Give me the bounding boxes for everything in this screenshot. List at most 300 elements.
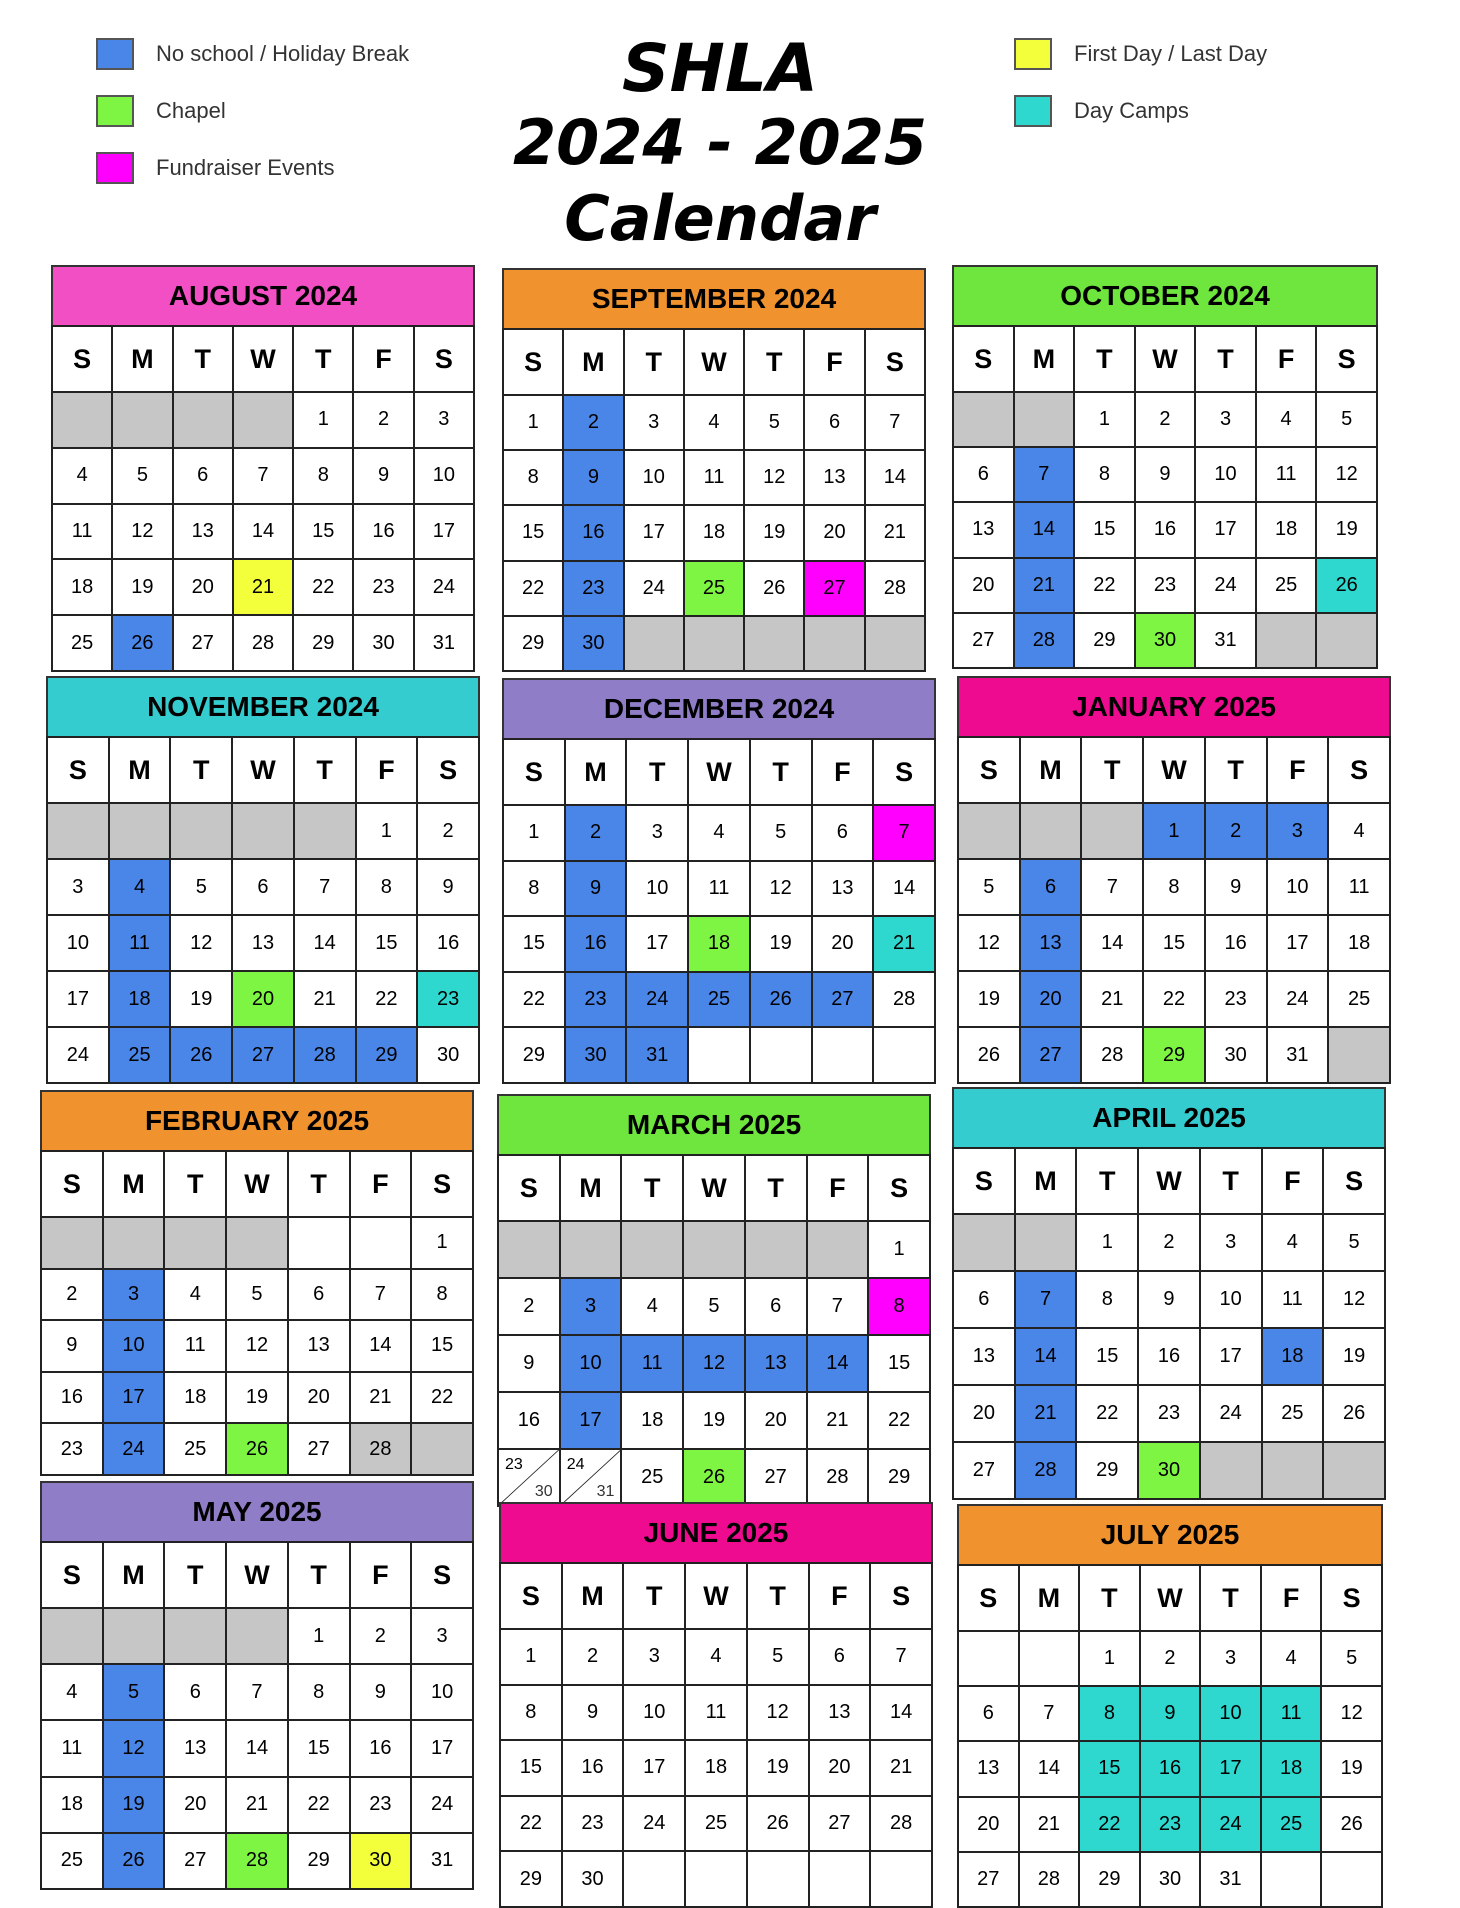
day-cell: 18 bbox=[109, 971, 171, 1027]
day-cell: 15 bbox=[1074, 502, 1135, 557]
day-cell: 10 bbox=[1200, 1686, 1261, 1741]
week-row bbox=[953, 447, 1377, 502]
day-cell: 31 bbox=[414, 615, 474, 671]
day-cell: 5 bbox=[683, 1278, 745, 1335]
day-cell: 28 bbox=[226, 1833, 288, 1889]
weekday-label: T bbox=[1200, 1148, 1262, 1214]
day-cell: 25 bbox=[1256, 558, 1317, 613]
day-cell: 8 bbox=[868, 1278, 930, 1335]
day-cell: 21 bbox=[807, 1392, 869, 1449]
day-cell: 7 bbox=[294, 859, 356, 915]
weekday-label: M bbox=[103, 1542, 165, 1608]
weekday-label: W bbox=[226, 1542, 288, 1608]
week-row bbox=[498, 1335, 930, 1392]
weekday-label: S bbox=[503, 329, 563, 395]
day-cell: 12 bbox=[958, 915, 1020, 971]
weekday-label: T bbox=[623, 1563, 685, 1629]
month-march-2025 bbox=[497, 1094, 931, 1500]
day-cell: 22 bbox=[1079, 1797, 1140, 1852]
day-cell: 12 bbox=[112, 504, 172, 560]
day-cell: 22 bbox=[288, 1777, 350, 1833]
title-years: 2024 - 2025 bbox=[512, 106, 928, 179]
day-cell: 17 bbox=[1195, 502, 1256, 557]
weekday-label: W bbox=[683, 1155, 745, 1221]
day-cell: 8 bbox=[293, 448, 353, 504]
week-row bbox=[958, 803, 1390, 859]
split-day-cell bbox=[560, 1449, 622, 1506]
day-cell: 13 bbox=[812, 861, 874, 917]
weekday-header-row bbox=[958, 1565, 1382, 1631]
empty-day-cell bbox=[411, 1423, 473, 1475]
day-cell: 5 bbox=[744, 395, 804, 450]
day-cell: 16 bbox=[563, 505, 623, 560]
weekday-label: S bbox=[47, 737, 109, 803]
day-cell: 3 bbox=[47, 859, 109, 915]
weekday-header-row bbox=[503, 329, 925, 395]
day-cell: 1 bbox=[1079, 1631, 1140, 1686]
day-cell: 17 bbox=[1200, 1328, 1262, 1385]
day-cell: 10 bbox=[623, 1685, 685, 1741]
day-cell: 30 bbox=[1205, 1027, 1267, 1083]
day-cell: 9 bbox=[353, 448, 413, 504]
title-calendar: Calendar bbox=[564, 182, 876, 255]
day-cell: 20 bbox=[953, 558, 1014, 613]
empty-day-cell bbox=[1328, 1027, 1390, 1083]
weekday-label: W bbox=[684, 329, 744, 395]
week-row bbox=[47, 859, 479, 915]
month-grid bbox=[40, 1541, 474, 1890]
day-cell: 1 bbox=[503, 395, 563, 450]
week-row bbox=[41, 1269, 473, 1321]
day-cell: 3 bbox=[1195, 392, 1256, 447]
split-day-cell bbox=[498, 1449, 560, 1506]
day-cell: 19 bbox=[112, 559, 172, 615]
day-cell: 22 bbox=[293, 559, 353, 615]
day-cell: 11 bbox=[1328, 859, 1390, 915]
weekday-label: M bbox=[1019, 1565, 1080, 1631]
weekday-label: T bbox=[750, 739, 812, 805]
day-cell: 23 bbox=[41, 1423, 103, 1475]
day-cell: 18 bbox=[1328, 915, 1390, 971]
weekday-label: W bbox=[1140, 1565, 1201, 1631]
month-title: SEPTEMBER 2024 bbox=[502, 268, 926, 330]
day-cell: 17 bbox=[1267, 915, 1329, 971]
day-cell: 27 bbox=[958, 1852, 1019, 1907]
day-cell: 13 bbox=[809, 1685, 871, 1741]
month-grid bbox=[40, 1150, 474, 1476]
day-cell: 5 bbox=[226, 1269, 288, 1321]
week-row bbox=[953, 1328, 1385, 1385]
legend-label: Fundraiser Events bbox=[156, 155, 335, 180]
day-cell: 24 bbox=[624, 561, 684, 616]
weekday-label: W bbox=[1143, 737, 1205, 803]
empty-day-cell bbox=[958, 803, 1020, 859]
weekday-label: S bbox=[958, 737, 1020, 803]
day-cell: 6 bbox=[745, 1278, 807, 1335]
weekday-header-row bbox=[953, 326, 1377, 392]
legend-label: No school / Holiday Break bbox=[156, 41, 410, 66]
day-cell: 24 bbox=[1200, 1797, 1261, 1852]
week-row bbox=[41, 1720, 473, 1776]
day-cell: 9 bbox=[41, 1320, 103, 1372]
empty-day-cell bbox=[233, 392, 293, 448]
empty-day-cell bbox=[173, 392, 233, 448]
day-cell: 27 bbox=[953, 1442, 1015, 1499]
weekday-header-row bbox=[498, 1155, 930, 1221]
day-cell: 9 bbox=[1140, 1686, 1201, 1741]
weekday-label: F bbox=[350, 1151, 412, 1217]
weekday-label: S bbox=[953, 1148, 1015, 1214]
empty-day-cell bbox=[953, 1214, 1015, 1271]
empty-day-cell bbox=[1316, 613, 1377, 668]
day-cell: 21 bbox=[1014, 558, 1075, 613]
day-cell: 1 bbox=[356, 803, 418, 859]
legend-label: Chapel bbox=[156, 98, 226, 123]
day-cell: 17 bbox=[414, 504, 474, 560]
day-cell: 27 bbox=[1020, 1027, 1082, 1083]
day-cell: 28 bbox=[865, 561, 925, 616]
day-cell: 13 bbox=[958, 1741, 1019, 1796]
day-cell: 4 bbox=[1262, 1214, 1324, 1271]
empty-day-cell bbox=[226, 1608, 288, 1664]
day-cell: 15 bbox=[1076, 1328, 1138, 1385]
day-cell: 3 bbox=[103, 1269, 165, 1321]
day-cell: 6 bbox=[958, 1686, 1019, 1741]
day-cell: 11 bbox=[52, 504, 112, 560]
day-cell: 19 bbox=[683, 1392, 745, 1449]
day-cell: 13 bbox=[953, 1328, 1015, 1385]
legend-swatch-yellow bbox=[1014, 38, 1052, 70]
day-cell: 24 bbox=[103, 1423, 165, 1475]
empty-day-cell bbox=[684, 616, 744, 671]
day-cell: 2 bbox=[565, 805, 627, 861]
week-row bbox=[953, 392, 1377, 447]
weekday-label: W bbox=[685, 1563, 747, 1629]
month-grid bbox=[952, 325, 1378, 669]
day-cell: 14 bbox=[1019, 1741, 1080, 1796]
day-cell: 9 bbox=[1205, 859, 1267, 915]
day-cell: 25 bbox=[1261, 1797, 1322, 1852]
day-cell: 8 bbox=[1074, 447, 1135, 502]
day-cell: 17 bbox=[623, 1740, 685, 1796]
day-cell: 1 bbox=[503, 805, 565, 861]
day-cell: 4 bbox=[52, 448, 112, 504]
empty-day-cell bbox=[865, 616, 925, 671]
month-september-2024 bbox=[502, 268, 926, 660]
weekday-label: T bbox=[624, 329, 684, 395]
day-cell: 29 bbox=[288, 1833, 350, 1889]
day-cell: 18 bbox=[164, 1372, 226, 1424]
day-cell: 22 bbox=[1143, 971, 1205, 1027]
day-cell: 9 bbox=[417, 859, 479, 915]
day-cell: 2 bbox=[1135, 392, 1196, 447]
day-cell: 25 bbox=[621, 1449, 683, 1506]
day-cell: 2 bbox=[1138, 1214, 1200, 1271]
day-cell: 11 bbox=[688, 861, 750, 917]
day-cell: 14 bbox=[870, 1685, 932, 1741]
day-cell: 1 bbox=[293, 392, 353, 448]
empty-day-cell bbox=[1256, 613, 1317, 668]
day-cell: 26 bbox=[112, 615, 172, 671]
day-cell: 26 bbox=[1316, 558, 1377, 613]
day-cell: 12 bbox=[170, 915, 232, 971]
day-cell: 11 bbox=[685, 1685, 747, 1741]
weekday-label: T bbox=[1076, 1148, 1138, 1214]
day-cell: 23 bbox=[1135, 558, 1196, 613]
day-cell: 25 bbox=[685, 1796, 747, 1852]
month-december-2024 bbox=[502, 678, 936, 1072]
day-cell: 5 bbox=[747, 1629, 809, 1685]
week-row bbox=[498, 1278, 930, 1335]
day-number: 23 bbox=[505, 1456, 523, 1473]
week-row bbox=[503, 972, 935, 1028]
day-cell: 16 bbox=[350, 1720, 412, 1776]
day-cell: 29 bbox=[1074, 613, 1135, 668]
day-cell: 5 bbox=[1321, 1631, 1382, 1686]
empty-day-cell bbox=[624, 616, 684, 671]
day-cell: 14 bbox=[865, 450, 925, 505]
day-cell: 23 bbox=[1205, 971, 1267, 1027]
day-cell: 12 bbox=[1321, 1686, 1382, 1741]
empty-day-cell bbox=[350, 1217, 412, 1269]
day-cell: 15 bbox=[411, 1320, 473, 1372]
empty-day-cell bbox=[232, 803, 294, 859]
day-cell: 19 bbox=[744, 505, 804, 560]
week-row bbox=[958, 1741, 1382, 1796]
day-cell: 10 bbox=[414, 448, 474, 504]
day-cell: 14 bbox=[1081, 915, 1143, 971]
day-cell: 15 bbox=[500, 1740, 562, 1796]
day-cell: 7 bbox=[1081, 859, 1143, 915]
weekday-label: S bbox=[414, 326, 474, 392]
weekday-label: M bbox=[1020, 737, 1082, 803]
weekday-header-row bbox=[47, 737, 479, 803]
legend-swatch-cyan bbox=[1014, 95, 1052, 127]
day-cell: 6 bbox=[953, 447, 1014, 502]
week-row bbox=[958, 1631, 1382, 1686]
day-cell: 31 bbox=[1195, 613, 1256, 668]
day-cell: 1 bbox=[1076, 1214, 1138, 1271]
day-cell: 9 bbox=[498, 1335, 560, 1392]
day-cell: 22 bbox=[868, 1392, 930, 1449]
day-cell: 10 bbox=[624, 450, 684, 505]
day-cell: 28 bbox=[870, 1796, 932, 1852]
day-cell: 7 bbox=[1015, 1271, 1077, 1328]
day-cell: 25 bbox=[164, 1423, 226, 1475]
weekday-label: S bbox=[873, 739, 935, 805]
weekday-label: M bbox=[562, 1563, 624, 1629]
day-cell: 9 bbox=[562, 1685, 624, 1741]
weekday-label: S bbox=[958, 1565, 1019, 1631]
day-cell: 27 bbox=[809, 1796, 871, 1852]
month-title: JUNE 2025 bbox=[499, 1502, 933, 1564]
legend-swatch-magenta bbox=[96, 152, 134, 184]
day-cell: 21 bbox=[873, 916, 935, 972]
weekday-label: S bbox=[1328, 737, 1390, 803]
day-cell: 19 bbox=[1321, 1741, 1382, 1796]
week-row bbox=[500, 1740, 932, 1796]
empty-day-cell bbox=[103, 1217, 165, 1269]
day-cell: 16 bbox=[353, 504, 413, 560]
day-cell: 12 bbox=[1323, 1271, 1385, 1328]
day-cell: 10 bbox=[1200, 1271, 1262, 1328]
month-october-2024 bbox=[952, 265, 1378, 657]
day-cell: 16 bbox=[1135, 502, 1196, 557]
day-cell: 7 bbox=[1014, 447, 1075, 502]
day-cell: 31 bbox=[1267, 1027, 1329, 1083]
day-cell: 25 bbox=[1328, 971, 1390, 1027]
weekday-label: S bbox=[1323, 1148, 1385, 1214]
month-june-2025 bbox=[499, 1502, 933, 1896]
week-row bbox=[52, 392, 474, 448]
day-cell: 7 bbox=[226, 1664, 288, 1720]
empty-day-cell bbox=[294, 803, 356, 859]
day-cell: 5 bbox=[103, 1664, 165, 1720]
weekday-header-row bbox=[41, 1151, 473, 1217]
empty-day-cell bbox=[164, 1608, 226, 1664]
day-cell: 5 bbox=[112, 448, 172, 504]
month-august-2024 bbox=[51, 265, 475, 660]
week-row bbox=[503, 616, 925, 671]
week-row bbox=[41, 1777, 473, 1833]
day-cell: 6 bbox=[173, 448, 233, 504]
weekday-label: T bbox=[164, 1151, 226, 1217]
week-row bbox=[953, 1271, 1385, 1328]
weekday-label: S bbox=[503, 739, 565, 805]
weekday-label: F bbox=[807, 1155, 869, 1221]
month-title: NOVEMBER 2024 bbox=[46, 676, 480, 738]
weekday-label: F bbox=[356, 737, 418, 803]
week-row bbox=[503, 1027, 935, 1083]
weekday-label: F bbox=[1261, 1565, 1322, 1631]
week-row bbox=[958, 1027, 1390, 1083]
day-cell: 7 bbox=[233, 448, 293, 504]
weekday-label: W bbox=[1138, 1148, 1200, 1214]
empty-day-cell bbox=[41, 1217, 103, 1269]
day-cell: 20 bbox=[1020, 971, 1082, 1027]
day-cell: 19 bbox=[103, 1777, 165, 1833]
day-cell: 15 bbox=[1143, 915, 1205, 971]
day-cell: 4 bbox=[1256, 392, 1317, 447]
day-cell: 15 bbox=[1079, 1741, 1140, 1796]
day-cell: 26 bbox=[1321, 1797, 1382, 1852]
legend-swatch-green bbox=[96, 95, 134, 127]
day-cell: 1 bbox=[868, 1221, 930, 1278]
empty-day-cell bbox=[498, 1221, 560, 1278]
day-cell: 1 bbox=[411, 1217, 473, 1269]
day-cell: 25 bbox=[109, 1027, 171, 1083]
week-row bbox=[953, 1385, 1385, 1442]
empty-day-cell bbox=[1321, 1852, 1382, 1907]
weekday-label: S bbox=[417, 737, 479, 803]
day-cell: 13 bbox=[232, 915, 294, 971]
day-cell: 5 bbox=[1323, 1214, 1385, 1271]
empty-day-cell bbox=[750, 1027, 812, 1083]
day-cell: 21 bbox=[294, 971, 356, 1027]
week-row bbox=[52, 448, 474, 504]
week-row bbox=[958, 971, 1390, 1027]
week-row bbox=[52, 504, 474, 560]
day-cell: 12 bbox=[683, 1335, 745, 1392]
day-cell: 3 bbox=[1267, 803, 1329, 859]
day-cell: 30 bbox=[565, 1027, 627, 1083]
week-row bbox=[503, 861, 935, 917]
empty-day-cell bbox=[683, 1221, 745, 1278]
week-row bbox=[953, 613, 1377, 668]
day-cell: 13 bbox=[173, 504, 233, 560]
week-row bbox=[500, 1851, 932, 1907]
day-cell: 1 bbox=[1143, 803, 1205, 859]
day-cell: 9 bbox=[563, 450, 623, 505]
weekday-label: T bbox=[744, 329, 804, 395]
month-title: OCTOBER 2024 bbox=[952, 265, 1378, 327]
weekday-label: S bbox=[52, 326, 112, 392]
day-cell: 6 bbox=[812, 805, 874, 861]
day-cell: 14 bbox=[350, 1320, 412, 1372]
day-number: 24 bbox=[566, 1456, 585, 1473]
day-cell: 28 bbox=[1014, 613, 1075, 668]
empty-day-cell bbox=[1020, 803, 1082, 859]
day-cell: 17 bbox=[560, 1392, 622, 1449]
weekday-label: S bbox=[1316, 326, 1377, 392]
empty-day-cell bbox=[958, 1631, 1019, 1686]
day-cell: 4 bbox=[684, 395, 744, 450]
weekday-header-row bbox=[41, 1542, 473, 1608]
day-cell: 30 bbox=[1140, 1852, 1201, 1907]
day-cell: 24 bbox=[47, 1027, 109, 1083]
week-row bbox=[41, 1320, 473, 1372]
day-cell: 23 bbox=[565, 972, 627, 1028]
day-cell: 19 bbox=[747, 1740, 809, 1796]
weekday-label: T bbox=[1195, 326, 1256, 392]
day-cell: 10 bbox=[1267, 859, 1329, 915]
day-number: 31 bbox=[596, 1483, 615, 1500]
day-cell: 31 bbox=[411, 1833, 473, 1889]
day-cell: 25 bbox=[52, 615, 112, 671]
day-cell: 13 bbox=[288, 1320, 350, 1372]
day-cell: 18 bbox=[41, 1777, 103, 1833]
day-cell: 21 bbox=[1081, 971, 1143, 1027]
day-cell: 28 bbox=[350, 1423, 412, 1475]
week-row bbox=[47, 915, 479, 971]
day-cell: 3 bbox=[411, 1608, 473, 1664]
day-cell: 9 bbox=[1138, 1271, 1200, 1328]
empty-day-cell bbox=[685, 1851, 747, 1907]
day-cell: 8 bbox=[1076, 1271, 1138, 1328]
empty-day-cell bbox=[747, 1851, 809, 1907]
day-cell: 14 bbox=[873, 861, 935, 917]
month-february-2025 bbox=[40, 1090, 474, 1464]
day-cell: 19 bbox=[1316, 502, 1377, 557]
day-cell: 5 bbox=[750, 805, 812, 861]
day-cell: 21 bbox=[870, 1740, 932, 1796]
week-row bbox=[52, 615, 474, 671]
day-cell: 14 bbox=[1014, 502, 1075, 557]
weekday-label: W bbox=[1135, 326, 1196, 392]
day-cell: 20 bbox=[288, 1372, 350, 1424]
month-july-2025 bbox=[957, 1504, 1383, 1896]
day-cell: 12 bbox=[747, 1685, 809, 1741]
empty-day-cell bbox=[1200, 1442, 1262, 1499]
day-cell: 14 bbox=[226, 1720, 288, 1776]
day-cell: 15 bbox=[868, 1335, 930, 1392]
weekday-label: W bbox=[233, 326, 293, 392]
day-cell: 26 bbox=[750, 972, 812, 1028]
weekday-label: M bbox=[1015, 1148, 1077, 1214]
day-cell: 16 bbox=[41, 1372, 103, 1424]
week-row bbox=[503, 395, 925, 450]
day-cell: 19 bbox=[170, 971, 232, 1027]
